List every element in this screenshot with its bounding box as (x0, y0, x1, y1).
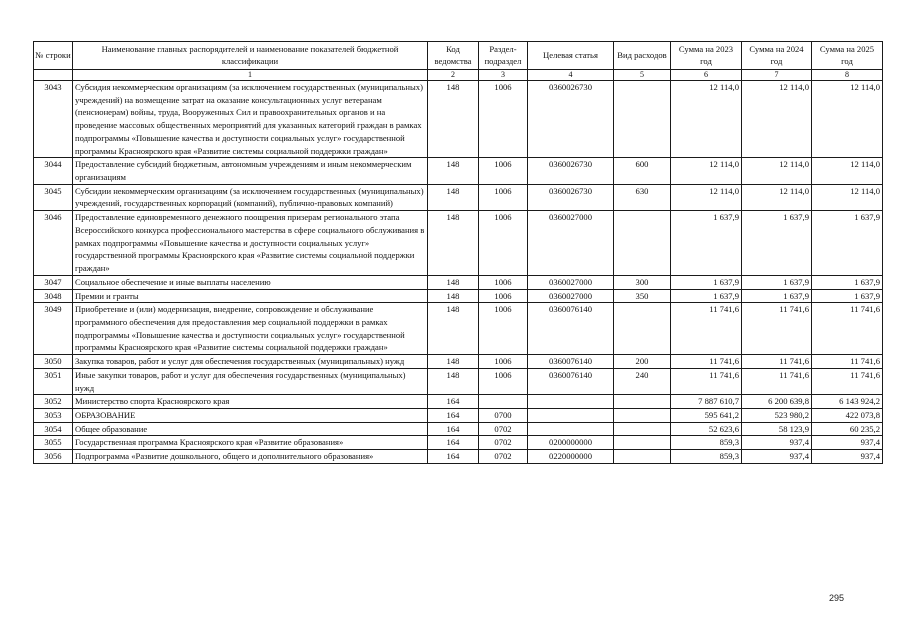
department-code-cell: 164 (428, 395, 479, 409)
row-number-cell: 3050 (34, 355, 73, 369)
row-number-cell: 3049 (34, 303, 73, 355)
table-row (34, 450, 883, 464)
expense-type-cell (614, 450, 671, 464)
target-article-cell (528, 395, 614, 409)
header-row-number: № строки (34, 42, 73, 70)
sum-2024-cell: 12 114,0 (742, 158, 812, 184)
sum-2023-cell: 11 741,6 (671, 355, 742, 369)
department-code-cell: 148 (428, 158, 479, 184)
sum-2023-cell: 11 741,6 (671, 303, 742, 355)
department-code-cell: 148 (428, 81, 479, 158)
table-row (34, 303, 883, 355)
sum-2024-cell: 937,4 (742, 436, 812, 450)
expense-type-cell (614, 422, 671, 436)
sum-2024-cell: 58 123,9 (742, 422, 812, 436)
table-row (34, 395, 883, 409)
row-number-cell: 3043 (34, 81, 73, 158)
sum-2023-cell: 7 887 610,7 (671, 395, 742, 409)
expense-type-cell: 240 (614, 368, 671, 394)
target-article-cell: 0360076140 (528, 368, 614, 394)
sum-2024-cell: 11 741,6 (742, 368, 812, 394)
expense-type-cell (614, 408, 671, 422)
expense-type-cell: 350 (614, 289, 671, 303)
row-number-cell: 3047 (34, 275, 73, 289)
table-row (34, 275, 883, 289)
sum-2025-cell: 11 741,6 (812, 355, 883, 369)
expense-type-cell: 630 (614, 184, 671, 210)
sum-2024-cell: 12 114,0 (742, 184, 812, 210)
department-code-cell: 148 (428, 368, 479, 394)
header-target-article: Целевая статья (528, 42, 614, 70)
sum-2024-cell: 11 741,6 (742, 355, 812, 369)
column-number: 2 (428, 70, 479, 81)
header-department-code: Код ведомства (428, 42, 479, 70)
column-number: 6 (671, 70, 742, 81)
expense-type-cell (614, 436, 671, 450)
target-article-cell: 0360027000 (528, 275, 614, 289)
department-code-cell: 148 (428, 355, 479, 369)
section-code-cell: 0702 (479, 436, 528, 450)
header-expense-type: Вид расходов (614, 42, 671, 70)
row-name-cell: Закупка товаров, работ и услуг для обеспечения государственных (муниципальных) нужд (73, 355, 428, 369)
section-code-cell: 0702 (479, 422, 528, 436)
department-code-cell: 148 (428, 303, 479, 355)
target-article-cell: 0360076140 (528, 355, 614, 369)
row-name-cell: Премии и гранты (73, 289, 428, 303)
department-code-cell: 148 (428, 289, 479, 303)
section-code-cell: 0700 (479, 408, 528, 422)
table-row (34, 408, 883, 422)
sum-2023-cell: 12 114,0 (671, 81, 742, 158)
expense-type-cell (614, 395, 671, 409)
row-name-cell: Субсидия некоммерческим организациям (за исключением государственных (муниципальных) учреждений) на возмещение затрат на оказание консультационных услуг ветеранам (пенсионерам) войны, труда, Вооруженных Сил и правоохранительных органов и на проведение массовых общественных мероприятий для указанных категорий граждан в рамках подпрограммы «Повышение качества и доступности социальных услуг» государственной программы Красноярского края «Развитие системы социальной поддержки граждан» (73, 81, 428, 158)
section-code-cell: 1006 (479, 368, 528, 394)
sum-2023-cell: 52 623,6 (671, 422, 742, 436)
sum-2024-cell: 1 637,9 (742, 211, 812, 276)
section-code-cell: 1006 (479, 303, 528, 355)
expense-type-cell: 200 (614, 355, 671, 369)
sum-2025-cell: 11 741,6 (812, 368, 883, 394)
target-article-cell: 0360027000 (528, 211, 614, 276)
row-name-cell: Министерство спорта Красноярского края (73, 395, 428, 409)
sum-2023-cell: 1 637,9 (671, 211, 742, 276)
expense-type-cell: 600 (614, 158, 671, 184)
target-article-cell: 0360076140 (528, 303, 614, 355)
table-row (34, 81, 883, 158)
sum-2025-cell: 1 637,9 (812, 211, 883, 276)
row-name-cell: Субсидии некоммерческим организациям (за исключением государственных (муниципальных) учреждений, государственных корпораций (компаний), публично-правовых компаний) (73, 184, 428, 210)
target-article-cell: 0360026730 (528, 184, 614, 210)
row-name-cell: Общее образование (73, 422, 428, 436)
sum-2025-cell: 1 637,9 (812, 275, 883, 289)
column-number: 7 (742, 70, 812, 81)
target-article-cell: 0220000000 (528, 450, 614, 464)
sum-2025-cell: 11 741,6 (812, 303, 883, 355)
target-article-cell: 0200000000 (528, 436, 614, 450)
sum-2024-cell: 1 637,9 (742, 289, 812, 303)
row-number-cell: 3051 (34, 368, 73, 394)
sum-2025-cell: 12 114,0 (812, 81, 883, 158)
section-code-cell: 1006 (479, 211, 528, 276)
sum-2023-cell: 859,3 (671, 436, 742, 450)
column-number: 8 (812, 70, 883, 81)
row-number-cell: 3046 (34, 211, 73, 276)
expense-type-cell (614, 81, 671, 158)
row-name-cell: Подпрограмма «Развитие дошкольного, общего и дополнительного образования» (73, 450, 428, 464)
expense-type-cell (614, 211, 671, 276)
department-code-cell: 148 (428, 211, 479, 276)
row-number-cell: 3052 (34, 395, 73, 409)
row-name-cell: Государственная программа Красноярского края «Развитие образования» (73, 436, 428, 450)
target-article-cell: 0360026730 (528, 158, 614, 184)
header-section-code: Раздел-подраздел (479, 42, 528, 70)
sum-2025-cell: 12 114,0 (812, 184, 883, 210)
target-article-cell: 0360027000 (528, 289, 614, 303)
row-name-cell: Приобретение и (или) модернизация, внедрение, сопровождение и обслуживание программного обеспечения для предоставления мер социальной поддержки в рамках подпрограммы «Повышение качества и доступности социальных услуг» государственной программы Красноярского края «Развитие системы социальной поддержки граждан» (73, 303, 428, 355)
row-name-cell: Предоставление единовременного денежного поощрения призерам регионального этапа Всероссийского конкурса профессионального мастерства в сфере социального обслуживания в рамках подпрограммы «Повышение качества и доступности социальных услуг» государственной программы Красноярского края «Развитие системы социальной поддержки граждан» (73, 211, 428, 276)
sum-2024-cell: 1 637,9 (742, 275, 812, 289)
sum-2025-cell: 937,4 (812, 436, 883, 450)
target-article-cell (528, 408, 614, 422)
column-number: 3 (479, 70, 528, 81)
row-name-cell: Иные закупки товаров, работ и услуг для обеспечения государственных (муниципальных) нужд (73, 368, 428, 394)
section-code-cell (479, 395, 528, 409)
target-article-cell (528, 422, 614, 436)
sum-2023-cell: 595 641,2 (671, 408, 742, 422)
section-code-cell: 1006 (479, 184, 528, 210)
sum-2024-cell: 523 980,2 (742, 408, 812, 422)
table-row (34, 436, 883, 450)
header-sum-2023: Сумма на 2023 год (671, 42, 742, 70)
department-code-cell: 164 (428, 422, 479, 436)
table-row (34, 211, 883, 276)
expense-type-cell (614, 303, 671, 355)
row-name-cell: ОБРАЗОВАНИЕ (73, 408, 428, 422)
table-row (34, 355, 883, 369)
table-body (34, 81, 883, 464)
header-sum-2024: Сумма на 2024 год (742, 42, 812, 70)
sum-2025-cell: 60 235,2 (812, 422, 883, 436)
budget-table (33, 41, 883, 464)
row-number-cell: 3048 (34, 289, 73, 303)
sum-2023-cell: 1 637,9 (671, 275, 742, 289)
row-name-cell: Предоставление субсидий бюджетным, автономным учреждениям и иным некоммерческим организациям (73, 158, 428, 184)
page-number: 295 (829, 593, 845, 603)
department-code-cell: 164 (428, 408, 479, 422)
header-name: Наименование главных распорядителей и наименование показателей бюджетной классификации (73, 42, 428, 70)
sum-2023-cell: 11 741,6 (671, 368, 742, 394)
sum-2024-cell: 12 114,0 (742, 81, 812, 158)
section-code-cell: 1006 (479, 158, 528, 184)
row-name-cell: Социальное обеспечение и иные выплаты населению (73, 275, 428, 289)
department-code-cell: 164 (428, 436, 479, 450)
table-row (34, 422, 883, 436)
table-header-row (34, 42, 883, 70)
row-number-cell: 3053 (34, 408, 73, 422)
sum-2025-cell: 6 143 924,2 (812, 395, 883, 409)
column-number: 1 (73, 70, 428, 81)
sum-2023-cell: 859,3 (671, 450, 742, 464)
row-number-cell: 3044 (34, 158, 73, 184)
section-code-cell: 1006 (479, 81, 528, 158)
column-number: 4 (528, 70, 614, 81)
department-code-cell: 148 (428, 275, 479, 289)
column-number-row (34, 70, 883, 81)
table-row (34, 368, 883, 394)
sum-2023-cell: 1 637,9 (671, 289, 742, 303)
sum-2024-cell: 937,4 (742, 450, 812, 464)
sum-2025-cell: 937,4 (812, 450, 883, 464)
sum-2024-cell: 6 200 639,8 (742, 395, 812, 409)
sum-2024-cell: 11 741,6 (742, 303, 812, 355)
table-row (34, 184, 883, 210)
row-number-cell: 3055 (34, 436, 73, 450)
department-code-cell: 164 (428, 450, 479, 464)
table-row (34, 289, 883, 303)
table-row (34, 158, 883, 184)
section-code-cell: 1006 (479, 289, 528, 303)
sum-2023-cell: 12 114,0 (671, 158, 742, 184)
header-sum-2025: Сумма на 2025 год (812, 42, 883, 70)
row-number-cell: 3045 (34, 184, 73, 210)
department-code-cell: 148 (428, 184, 479, 210)
section-code-cell: 1006 (479, 355, 528, 369)
target-article-cell: 0360026730 (528, 81, 614, 158)
sum-2025-cell: 1 637,9 (812, 289, 883, 303)
row-number-cell: 3056 (34, 450, 73, 464)
section-code-cell: 0702 (479, 450, 528, 464)
sum-2025-cell: 422 073,8 (812, 408, 883, 422)
section-code-cell: 1006 (479, 275, 528, 289)
row-number-cell: 3054 (34, 422, 73, 436)
sum-2025-cell: 12 114,0 (812, 158, 883, 184)
column-number: 5 (614, 70, 671, 81)
column-number (34, 70, 73, 81)
sum-2023-cell: 12 114,0 (671, 184, 742, 210)
expense-type-cell: 300 (614, 275, 671, 289)
